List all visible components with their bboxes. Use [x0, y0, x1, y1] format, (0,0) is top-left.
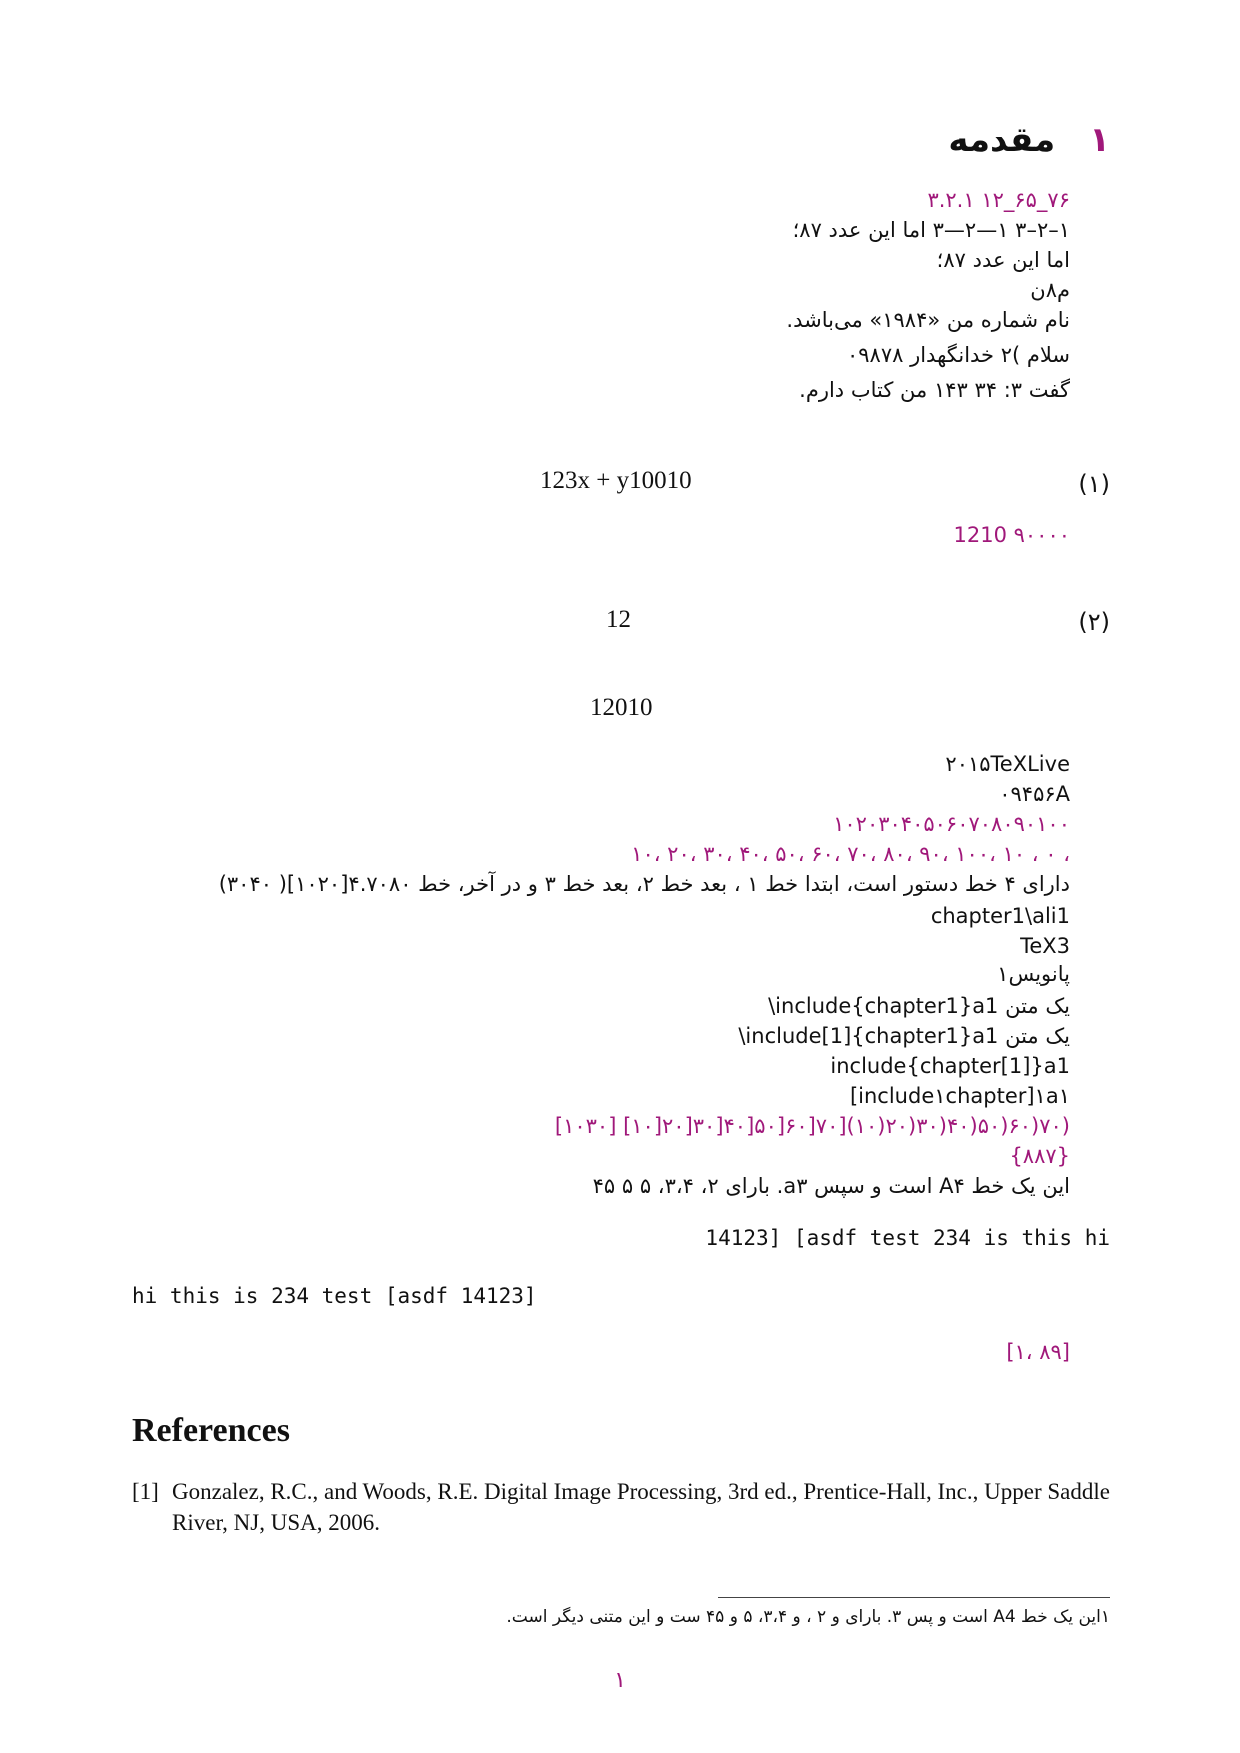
text-line: م۸ن — [1030, 278, 1070, 302]
text-line: گفت ۳: ۳۴ ۱۴۳ من کتاب دارم. — [799, 378, 1070, 402]
text-line: [۱۰۳۰] [۱۰]۲۰]۳۰]۴۰]۵۰]۶۰]۷۰](۱۰)۲۰)۳۰)۴۰)۵۰)۶۰)۷۰) — [554, 1114, 1070, 1138]
reference-text: Gonzalez, R.C., and Woods, R.E. Digital Image Processing, 3rd ed., Prentice-Hall, Inc., Upper Saddle River, NJ, USA, 2006. — [172, 1479, 1110, 1535]
section-title: مقدمه — [948, 120, 1056, 160]
text-line: ۱۰، ۲۰، ۳۰، ۴۰، ۵۰، ۶۰، ۷۰، ۸۰، ۹۰، ۱۰۰، ۱۰ ، ۰ ، — [631, 842, 1070, 866]
text-line: ۲۰۱۵TeXLive — [945, 752, 1070, 776]
text-line: \include[1]{chapter1}a1 یک متن — [738, 1024, 1070, 1048]
equation-number: (۱) — [1078, 470, 1110, 498]
text-line: ۱۰۲۰۳۰۴۰۵۰۶۰۷۰۸۰۹۰۱۰۰ — [833, 812, 1070, 836]
section-number: ۱ — [1089, 120, 1110, 160]
section-heading — [948, 120, 1110, 160]
text-line: نام شماره من «۱۹۸۴» می‌باشد. — [786, 308, 1070, 332]
references-heading: References — [132, 1412, 290, 1449]
text-line: سلام )۲ خدانگهدار ۰۹۸۷۸ — [847, 343, 1070, 367]
equation-number: (۲) — [1078, 608, 1110, 636]
text-line: \include{chapter1}a1 یک متن — [768, 994, 1070, 1018]
text-line: ۱–۲–۳ ۱—۲—۳ اما این عدد ۸۷؛ — [792, 218, 1070, 242]
equation-line: 1210 ۹۰۰۰۰ — [953, 523, 1070, 547]
mono-line: 14123] [asdf test 234 is this hi — [705, 1226, 1110, 1250]
citation: [۱، ۸۹] — [1006, 1340, 1070, 1364]
footnote-rule — [718, 1597, 1110, 1598]
page-number: ۱ — [614, 1668, 626, 1693]
text-line: include{chapter[1]}a1 — [830, 1054, 1070, 1078]
text-line: این یک خط A۴ است و سپس a۳. بارای ۲، ۳،۴، ۵ ۵ ۴۵ — [592, 1174, 1070, 1198]
equation: 123x + y10010 — [540, 467, 692, 494]
text-line: اما این عدد ۸۷؛ — [936, 248, 1070, 272]
text-line: دارای ۴ خط دستور است، ابتدا خط ۱ ، بعد خط ۲، بعد خط ۳ و در آخر، خط ۴.۷۰۸۰[۱۰۲۰]( ۳۰۴۰) — [218, 872, 1070, 896]
equation: 12010 — [590, 694, 653, 721]
text-line: {۸۸۷} — [1009, 1144, 1070, 1168]
footnote: ۱این یک خط A4 است و پس ۳. بارای و ۲ ، و ۳،۴، ۵ و ۴۵ ست و این متنی دیگر است. — [506, 1607, 1110, 1627]
text-line: chapter1\ali1 — [930, 904, 1070, 928]
equation: 12 — [606, 606, 631, 633]
reference-label: [1] — [132, 1479, 159, 1504]
text-line: ۳.۲.۱ ۱۲_۶۵_۷۶ — [927, 188, 1070, 212]
text-line: پانویس۱ — [997, 962, 1070, 986]
text-line: ۰۹۴۵۶A — [999, 782, 1070, 806]
text-line: [include۱chapter]۱a۱ — [849, 1084, 1070, 1108]
reference-item — [132, 1476, 1112, 1538]
mono-line: hi this is 234 test [asdf 14123] — [132, 1284, 537, 1308]
text-line: TeX3 — [1020, 934, 1070, 958]
